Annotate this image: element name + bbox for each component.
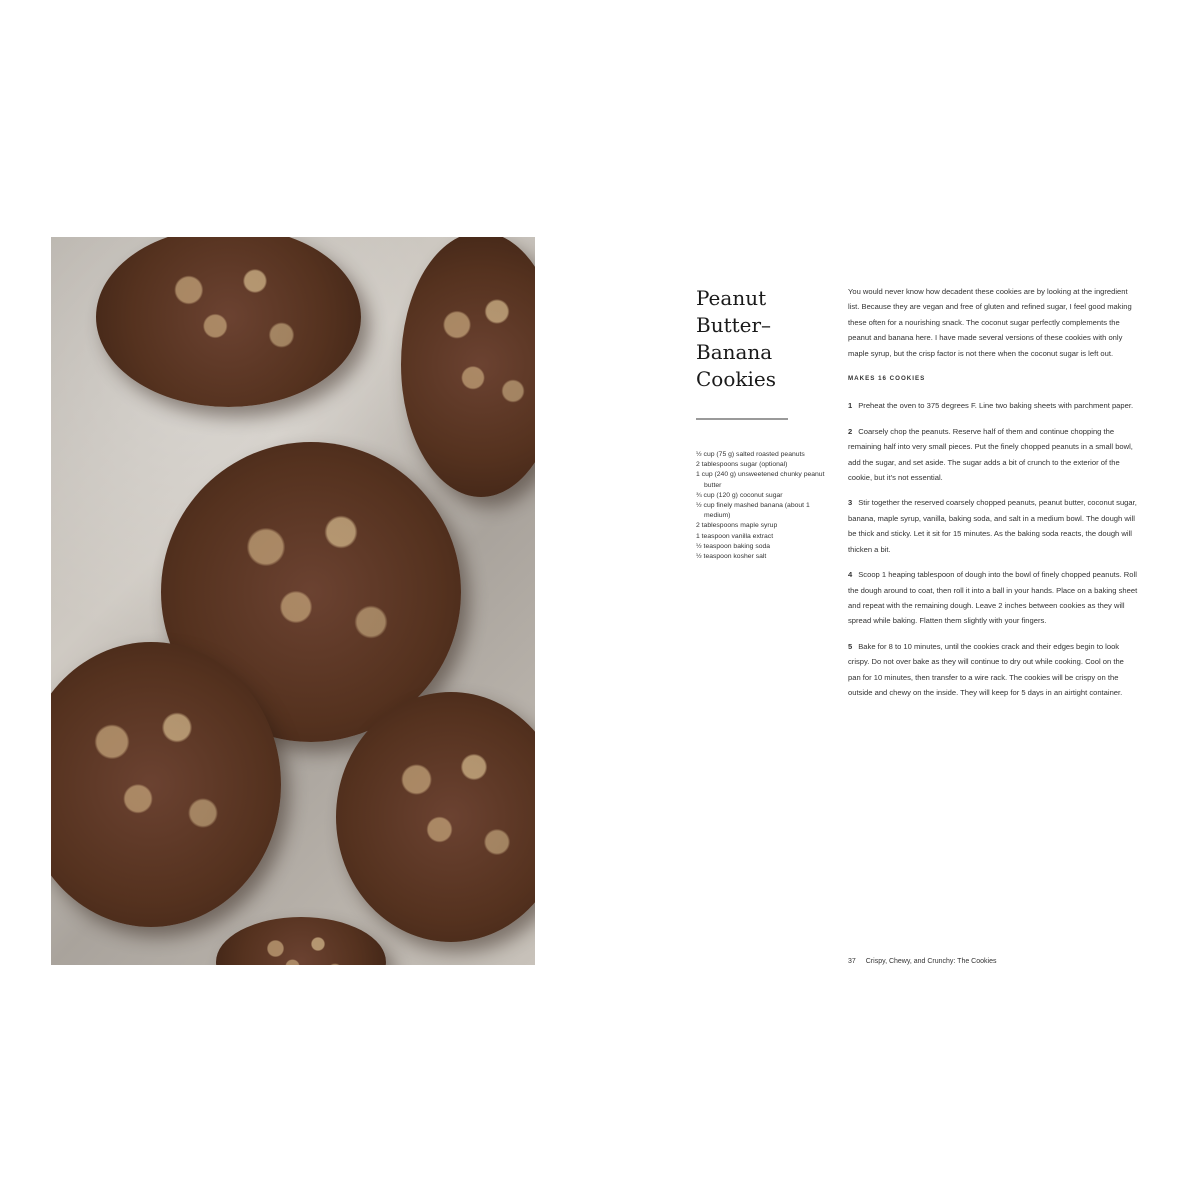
step-text: Coarsely chop the peanuts. Reserve half of them and continue chopping the remaining half into very small pieces. Put the finely chopped peanuts in a small bowl, add the sugar, and set aside. The sugar adds a bit of crunch to the exterior of the cookie, but it's not essential. — [848, 426, 1133, 483]
ingredient-item: ½ cup finely mashed banana (about 1 medium) — [696, 502, 810, 520]
ingredient-item: 2 tablespoons maple syrup — [696, 522, 778, 530]
ingredient-item: ¾ cup (120 g) coconut sugar — [696, 491, 783, 499]
ingredient-item: 1 cup (240 g) unsweetened chunky peanut butter — [696, 471, 825, 489]
method-step — [848, 639, 1138, 701]
step-number: 2 — [848, 426, 853, 436]
recipe-body — [848, 284, 1138, 710]
step-number: 1 — [848, 401, 853, 411]
ingredient-item: ½ teaspoon kosher salt — [696, 553, 767, 561]
recipe-intro: You would never know how decadent these cookies are by looking at the ingredient list. Because they are vegan and free of gluten and refined sugar, I feel good making these often for a nourishing snack. The coconut sugar perfectly complements the peanut and banana here. I have made several versions of these cookies with only maple syrup, but the crisp factor is not there when the coconut sugar is left out. — [848, 287, 1132, 358]
method-step — [848, 424, 1138, 486]
ingredient-item: ½ cup (75 g) salted roasted peanuts — [696, 451, 805, 458]
step-text: Preheat the oven to 375 degrees F. Line two baking sheets with parchment paper. — [858, 401, 1134, 411]
cookie-photo — [51, 237, 535, 965]
cookie-shape — [216, 917, 386, 965]
step-number: 4 — [848, 570, 853, 580]
method-step — [848, 495, 1138, 557]
step-text: Bake for 8 to 10 minutes, until the cookies crack and their edges begin to look crispy. Do not over bake as they will continue to dry out while cooking. Cool on the pan for 10 minutes, then transfer to a wire rack. The cookies will be crispy on the outside and chewy on the inside. They will keep for 5 days in an airtight container. — [848, 641, 1124, 697]
method-step — [848, 567, 1138, 629]
title-divider — [696, 418, 788, 420]
recipe-yield: MAKES 16 COOKIES — [848, 375, 926, 383]
page-number: 37 — [848, 958, 856, 965]
title-line: Peanut — [696, 286, 767, 310]
ingredient-list — [696, 450, 826, 562]
method-step — [848, 398, 1138, 413]
cookie-shape — [401, 237, 535, 497]
step-number: 3 — [848, 498, 853, 508]
page-footer — [848, 958, 996, 965]
title-line: Butter– — [696, 313, 772, 337]
ingredient-item: 2 tablespoons sugar (optional) — [696, 461, 788, 469]
running-head: Crispy, Chewy, and Crunchy: The Cookies — [865, 958, 997, 965]
ingredient-item: 1 teaspoon vanilla extract — [696, 532, 774, 540]
title-line: Banana — [696, 340, 773, 364]
step-text: Scoop 1 heaping tablespoon of dough into the bowl of finely chopped peanuts. Roll the dough around to coat, then roll it into a ball in your hands. Place on a baking sheet and repeat with the remaining dough. Leave 2 inches between cookies as they will spread while baking. Flatten them slightly with your fingers. — [848, 570, 1138, 626]
step-number: 5 — [848, 641, 853, 651]
recipe-title — [696, 285, 776, 393]
step-text: Stir together the reserved coarsely chopped peanuts, peanut butter, coconut sugar, banana, maple syrup, vanilla, baking soda, and salt in a medium bowl. The dough will be thick and sticky. Let it sit for 15 minutes. As the baking soda reacts, the dough will thicken a bit. — [848, 498, 1137, 554]
ingredient-item: ½ teaspoon baking soda — [696, 542, 771, 550]
title-line: Cookies — [696, 367, 776, 391]
cookie-shape — [96, 237, 361, 407]
